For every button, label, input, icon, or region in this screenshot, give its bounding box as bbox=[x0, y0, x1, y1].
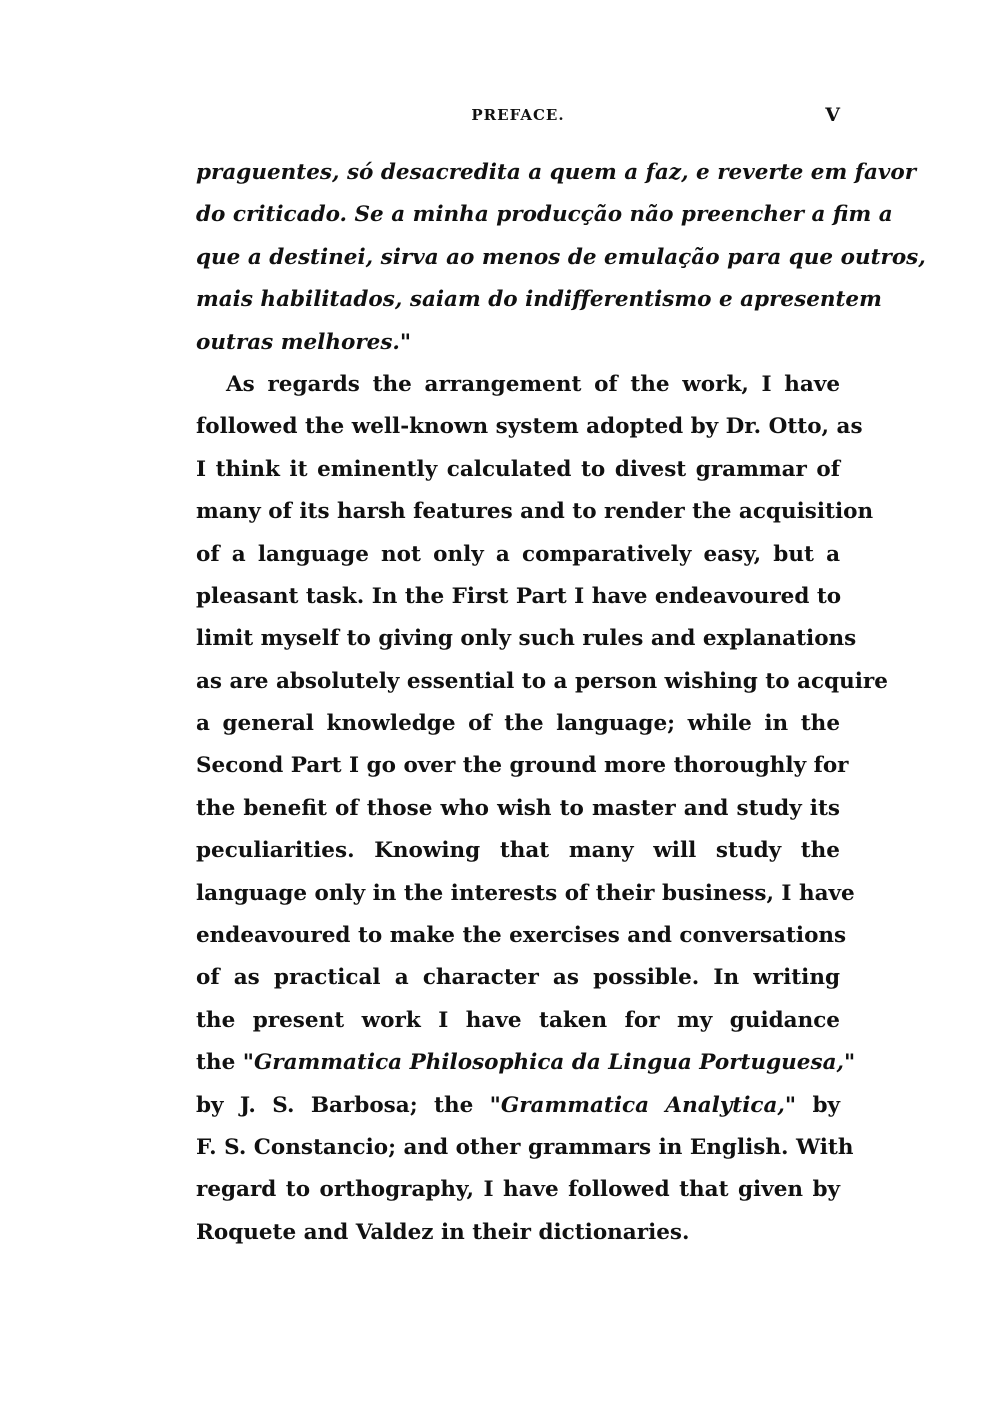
paragraph-line: many of its harsh features and to render the acquisition bbox=[196, 499, 874, 525]
running-title: PREFACE. bbox=[471, 106, 565, 124]
page-number: V bbox=[825, 104, 840, 126]
citation-title: Grammatica Analytica, bbox=[500, 1092, 785, 1118]
paragraph-line: a general knowledge of the language; while in the bbox=[196, 711, 840, 737]
paragraph-line: F. S. Constancio; and other grammars in English. With bbox=[196, 1134, 854, 1160]
quote-line: do criticado. Se a minha producção não preencher a fim a bbox=[196, 202, 893, 228]
paragraph-line: of as practical a character as possible. In writing bbox=[196, 965, 840, 991]
paragraph-line: pleasant task. In the First Part I have endeavoured to bbox=[196, 583, 842, 609]
paragraph-line: Second Part I go over the ground more thoroughly for bbox=[196, 753, 849, 779]
paragraph-line: endeavoured to make the exercises and conversations bbox=[196, 923, 847, 949]
text-block bbox=[196, 152, 926, 1254]
citation-prefix: by J. S. Barbosa; the " bbox=[196, 1092, 501, 1118]
quote-line: praguentes, só desacredita a quem a faz, e reverte em favor bbox=[196, 160, 917, 185]
paragraph-line: the benefit of those who wish to master and study its bbox=[196, 795, 840, 821]
paragraph-line: Roquete and Valdez in their dictionaries. bbox=[196, 1219, 690, 1245]
quote-line: outras melhores." bbox=[196, 329, 412, 355]
paragraph-line: as are absolutely essential to a person wishing to acquire bbox=[196, 668, 888, 694]
paragraph-line: language only in the interests of their business, I have bbox=[196, 880, 855, 906]
paragraph-line: regard to orthography, I have followed that given by bbox=[196, 1177, 840, 1203]
paragraph-line: followed the well-known system adopted by Dr. Otto, as bbox=[196, 414, 863, 440]
citation-title: Grammatica Philosophica da Lingua Portuguesa, bbox=[253, 1050, 844, 1076]
citation-line bbox=[196, 1085, 840, 1127]
paragraph-line: peculiarities. Knowing that many will study the bbox=[196, 838, 840, 864]
paragraph-line: I think it eminently calculated to divest grammar of bbox=[196, 456, 840, 482]
paragraph-line: the present work I have taken for my guidance bbox=[196, 1007, 840, 1033]
running-head bbox=[196, 106, 840, 130]
paragraph-line: As regards the arrangement of the work, I have bbox=[226, 371, 840, 397]
paragraph-line: of a language not only a comparatively easy, but a bbox=[196, 541, 840, 567]
quote-line: mais habilitados, saiam do indifferentismo e apresentem bbox=[196, 287, 882, 313]
citation-suffix: " by bbox=[784, 1092, 841, 1118]
paragraph-line: limit myself to giving only such rules and explanations bbox=[196, 626, 857, 652]
citation-suffix: " bbox=[843, 1050, 856, 1076]
citation-prefix: the " bbox=[196, 1050, 254, 1076]
quote-line: que a destinei, sirva ao menos de emulação para que outros, bbox=[196, 244, 926, 270]
citation-line bbox=[196, 1042, 856, 1084]
